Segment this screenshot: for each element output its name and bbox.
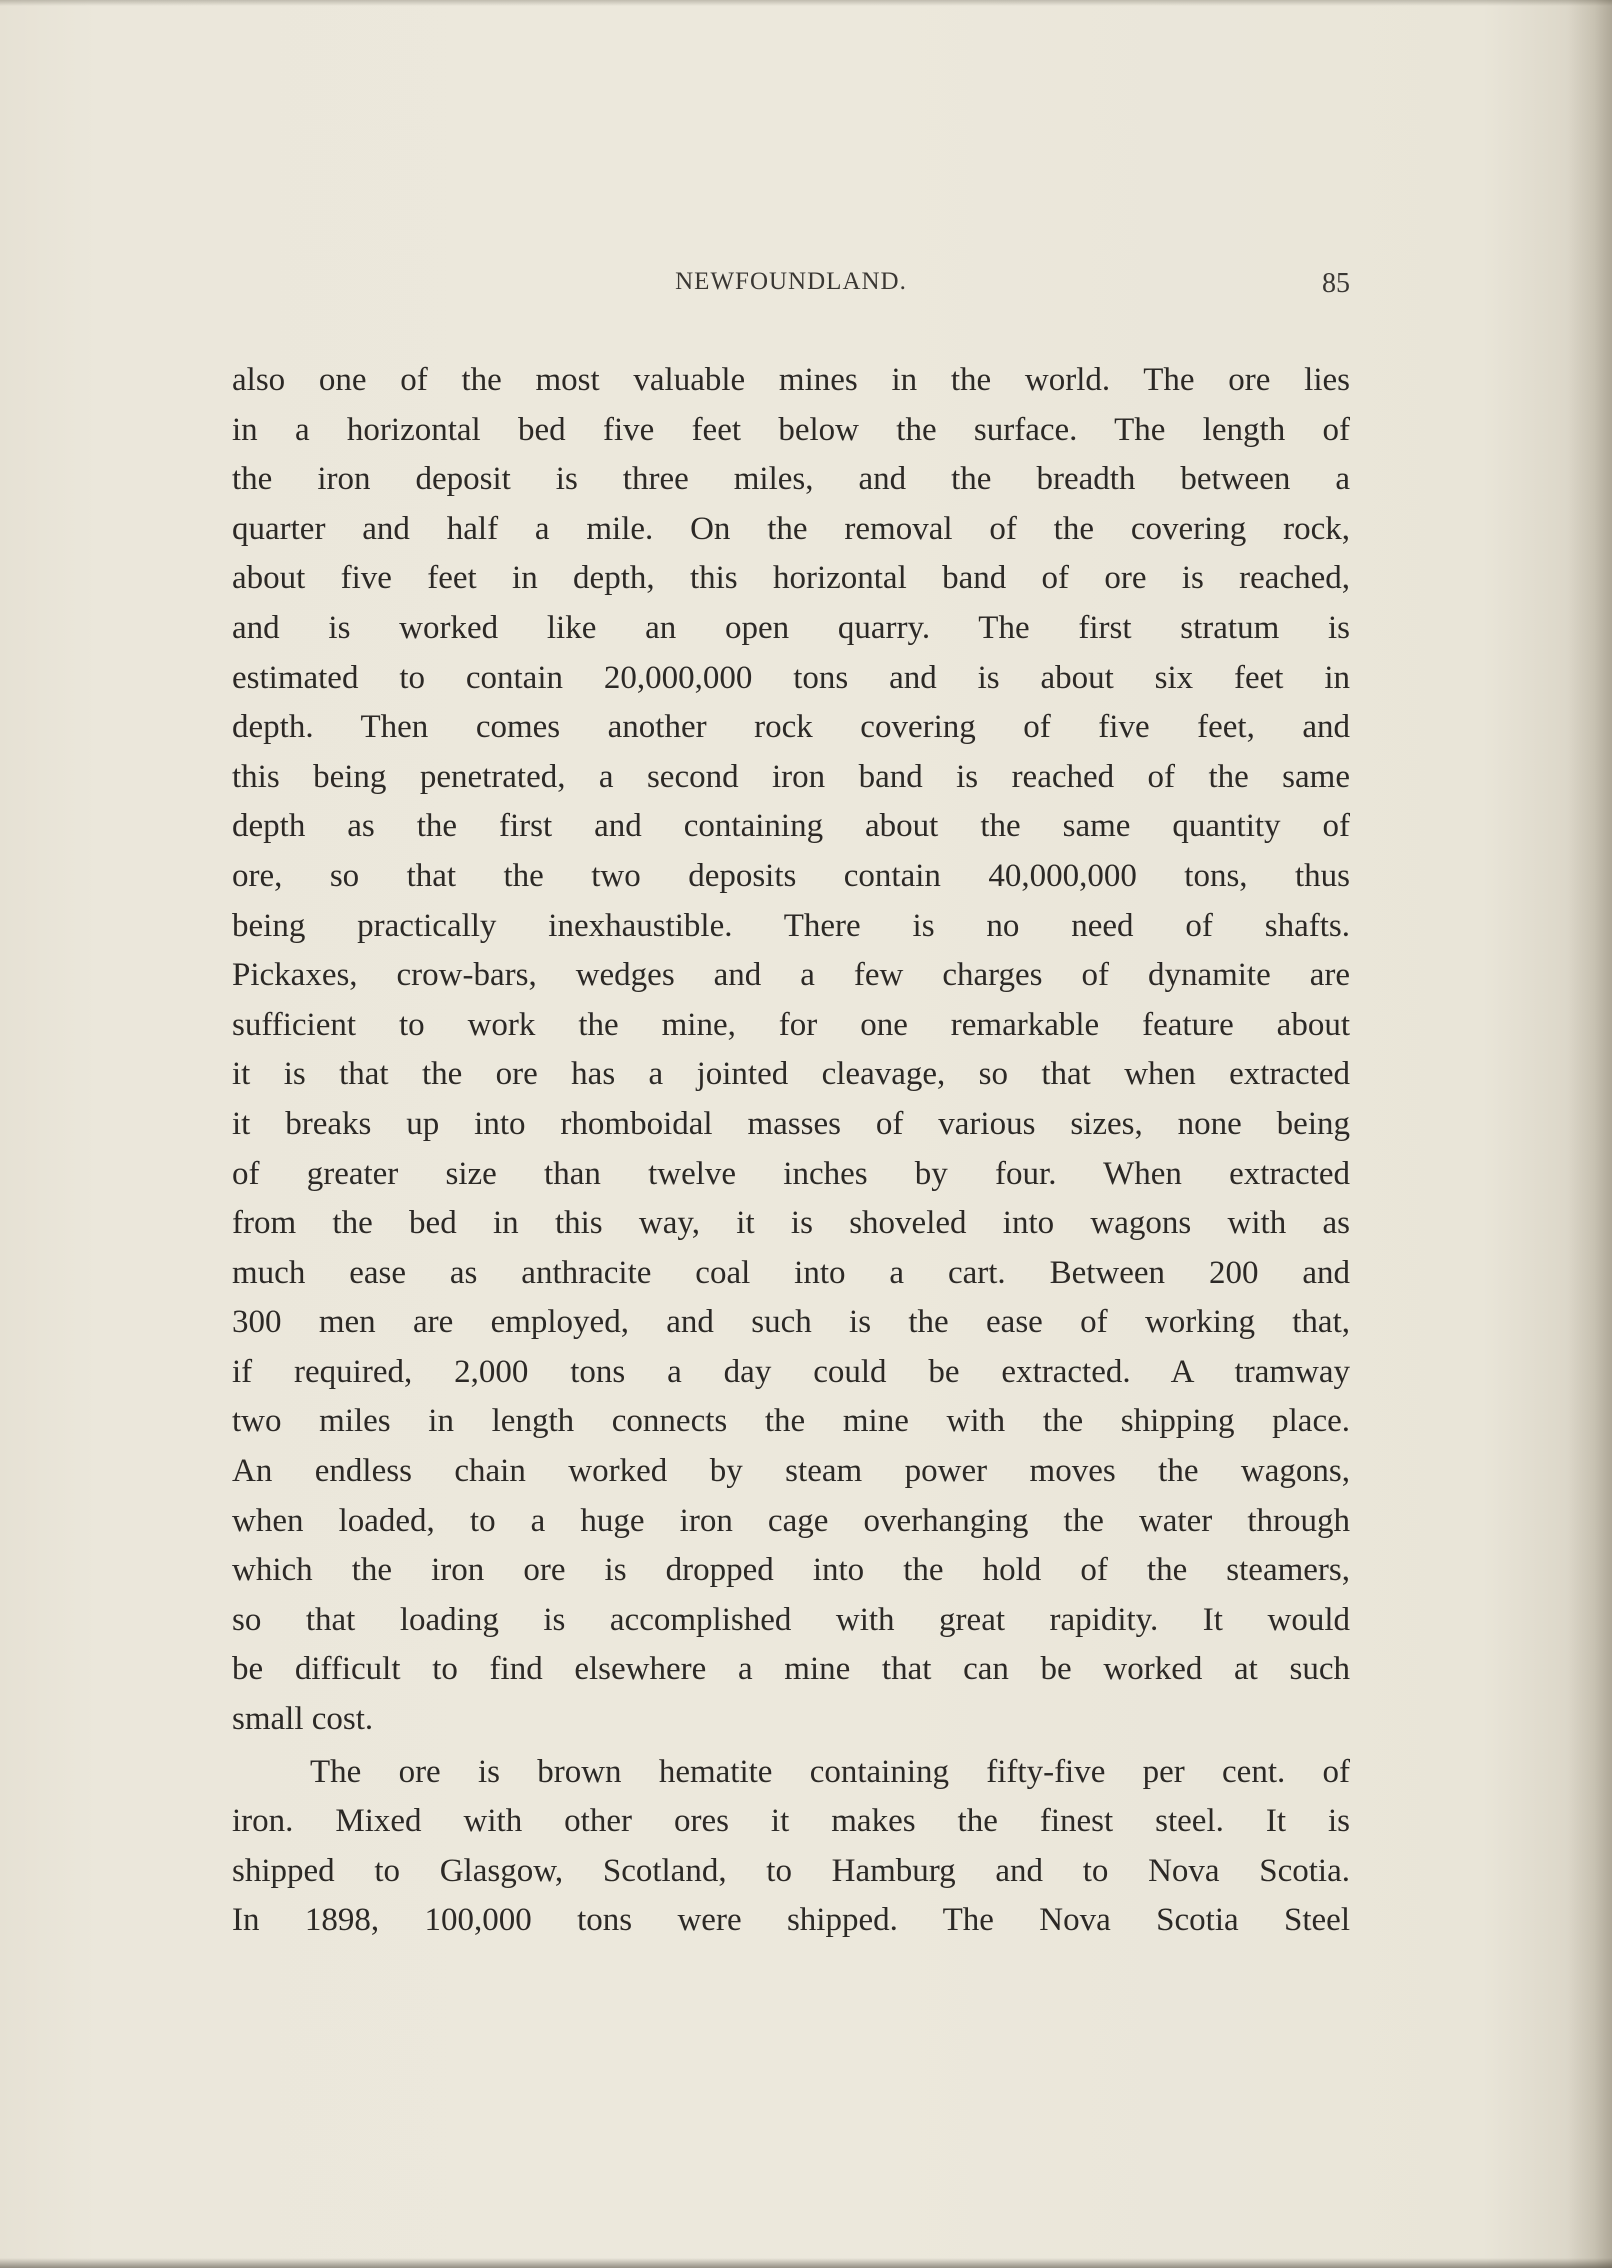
text-line: depth. Then comes another rock covering of five feet, and xyxy=(232,709,1350,746)
text-line: estimated to contain 20,000,000 tons and is about six feet in xyxy=(232,659,1350,696)
text-line: it breaks up into rhomboidal masses of various sizes, none being xyxy=(232,1105,1350,1142)
text-line: two miles in length connects the mine with the shipping place. xyxy=(232,1403,1350,1440)
text-line: if required, 2,000 tons a day could be extracted. A tramway xyxy=(232,1353,1350,1390)
text-line: which the iron ore is dropped into the hold of the steamers, xyxy=(232,1552,1350,1589)
text-line: the iron deposit is three miles, and the breadth between a xyxy=(232,461,1350,498)
text-line: also one of the most valuable mines in the world. The ore lies xyxy=(232,362,1350,398)
paragraph-1 xyxy=(232,356,1350,1745)
text-line: Pickaxes, crow-bars, wedges and a few charges of dynamite are xyxy=(232,957,1350,994)
text-line: shipped to Glasgow, Scotland, to Hamburg and to Nova Scotia. xyxy=(232,1852,1350,1889)
text-line: it is that the ore has a jointed cleavage, so that when extracted xyxy=(232,1056,1350,1093)
text-line: of greater size than twelve inches by four. When extracted xyxy=(232,1155,1350,1192)
page-number: 85 xyxy=(1322,268,1350,299)
body-text xyxy=(232,356,1350,1946)
text-line: iron. Mixed with other ores it makes the finest steel. It is xyxy=(232,1803,1350,1840)
running-title: NEWFOUNDLAND. xyxy=(675,268,907,295)
text-line: be difficult to find elsewhere a mine that can be worked at such xyxy=(232,1651,1350,1688)
page-top-shadow xyxy=(0,0,1612,6)
text-line: about five feet in depth, this horizontal band of ore is reached, xyxy=(232,560,1350,597)
page-gutter-shadow xyxy=(1568,0,1612,2268)
text-line: when loaded, to a huge iron cage overhanging the water through xyxy=(232,1502,1350,1539)
text-line: ore, so that the two deposits contain 40,000,000 tons, thus xyxy=(232,857,1350,894)
text-line: In 1898, 100,000 tons were shipped. The Nova Scotia Steel xyxy=(232,1902,1350,1939)
running-head xyxy=(232,268,1350,308)
text-line: The ore is brown hematite containing fifty-five per cent. of xyxy=(310,1753,1350,1790)
text-line: quarter and half a mile. On the removal of the covering rock, xyxy=(232,510,1350,547)
page-bottom-shadow xyxy=(0,2258,1612,2268)
text-line: this being penetrated, a second iron band is reached of the same xyxy=(232,758,1350,795)
text-line: sufficient to work the mine, for one remarkable feature about xyxy=(232,1006,1350,1043)
text-line: in a horizontal bed five feet below the surface. The length of xyxy=(232,411,1350,448)
text-line: depth as the first and containing about the same quantity of xyxy=(232,808,1350,845)
text-line: small cost. xyxy=(232,1701,374,1738)
text-line: much ease as anthracite coal into a cart. Between 200 and xyxy=(232,1254,1350,1291)
text-line: An endless chain worked by steam power moves the wagons, xyxy=(232,1453,1350,1490)
text-line: and is worked like an open quarry. The first stratum is xyxy=(232,609,1350,646)
text-line: so that loading is accomplished with great rapidity. It would xyxy=(232,1601,1350,1638)
text-line: from the bed in this way, it is shoveled into wagons with as xyxy=(232,1205,1350,1242)
text-line: 300 men are employed, and such is the ease of working that, xyxy=(232,1304,1350,1341)
paragraph-2 xyxy=(232,1748,1350,1946)
text-line: being practically inexhaustible. There is no need of shafts. xyxy=(232,907,1350,944)
